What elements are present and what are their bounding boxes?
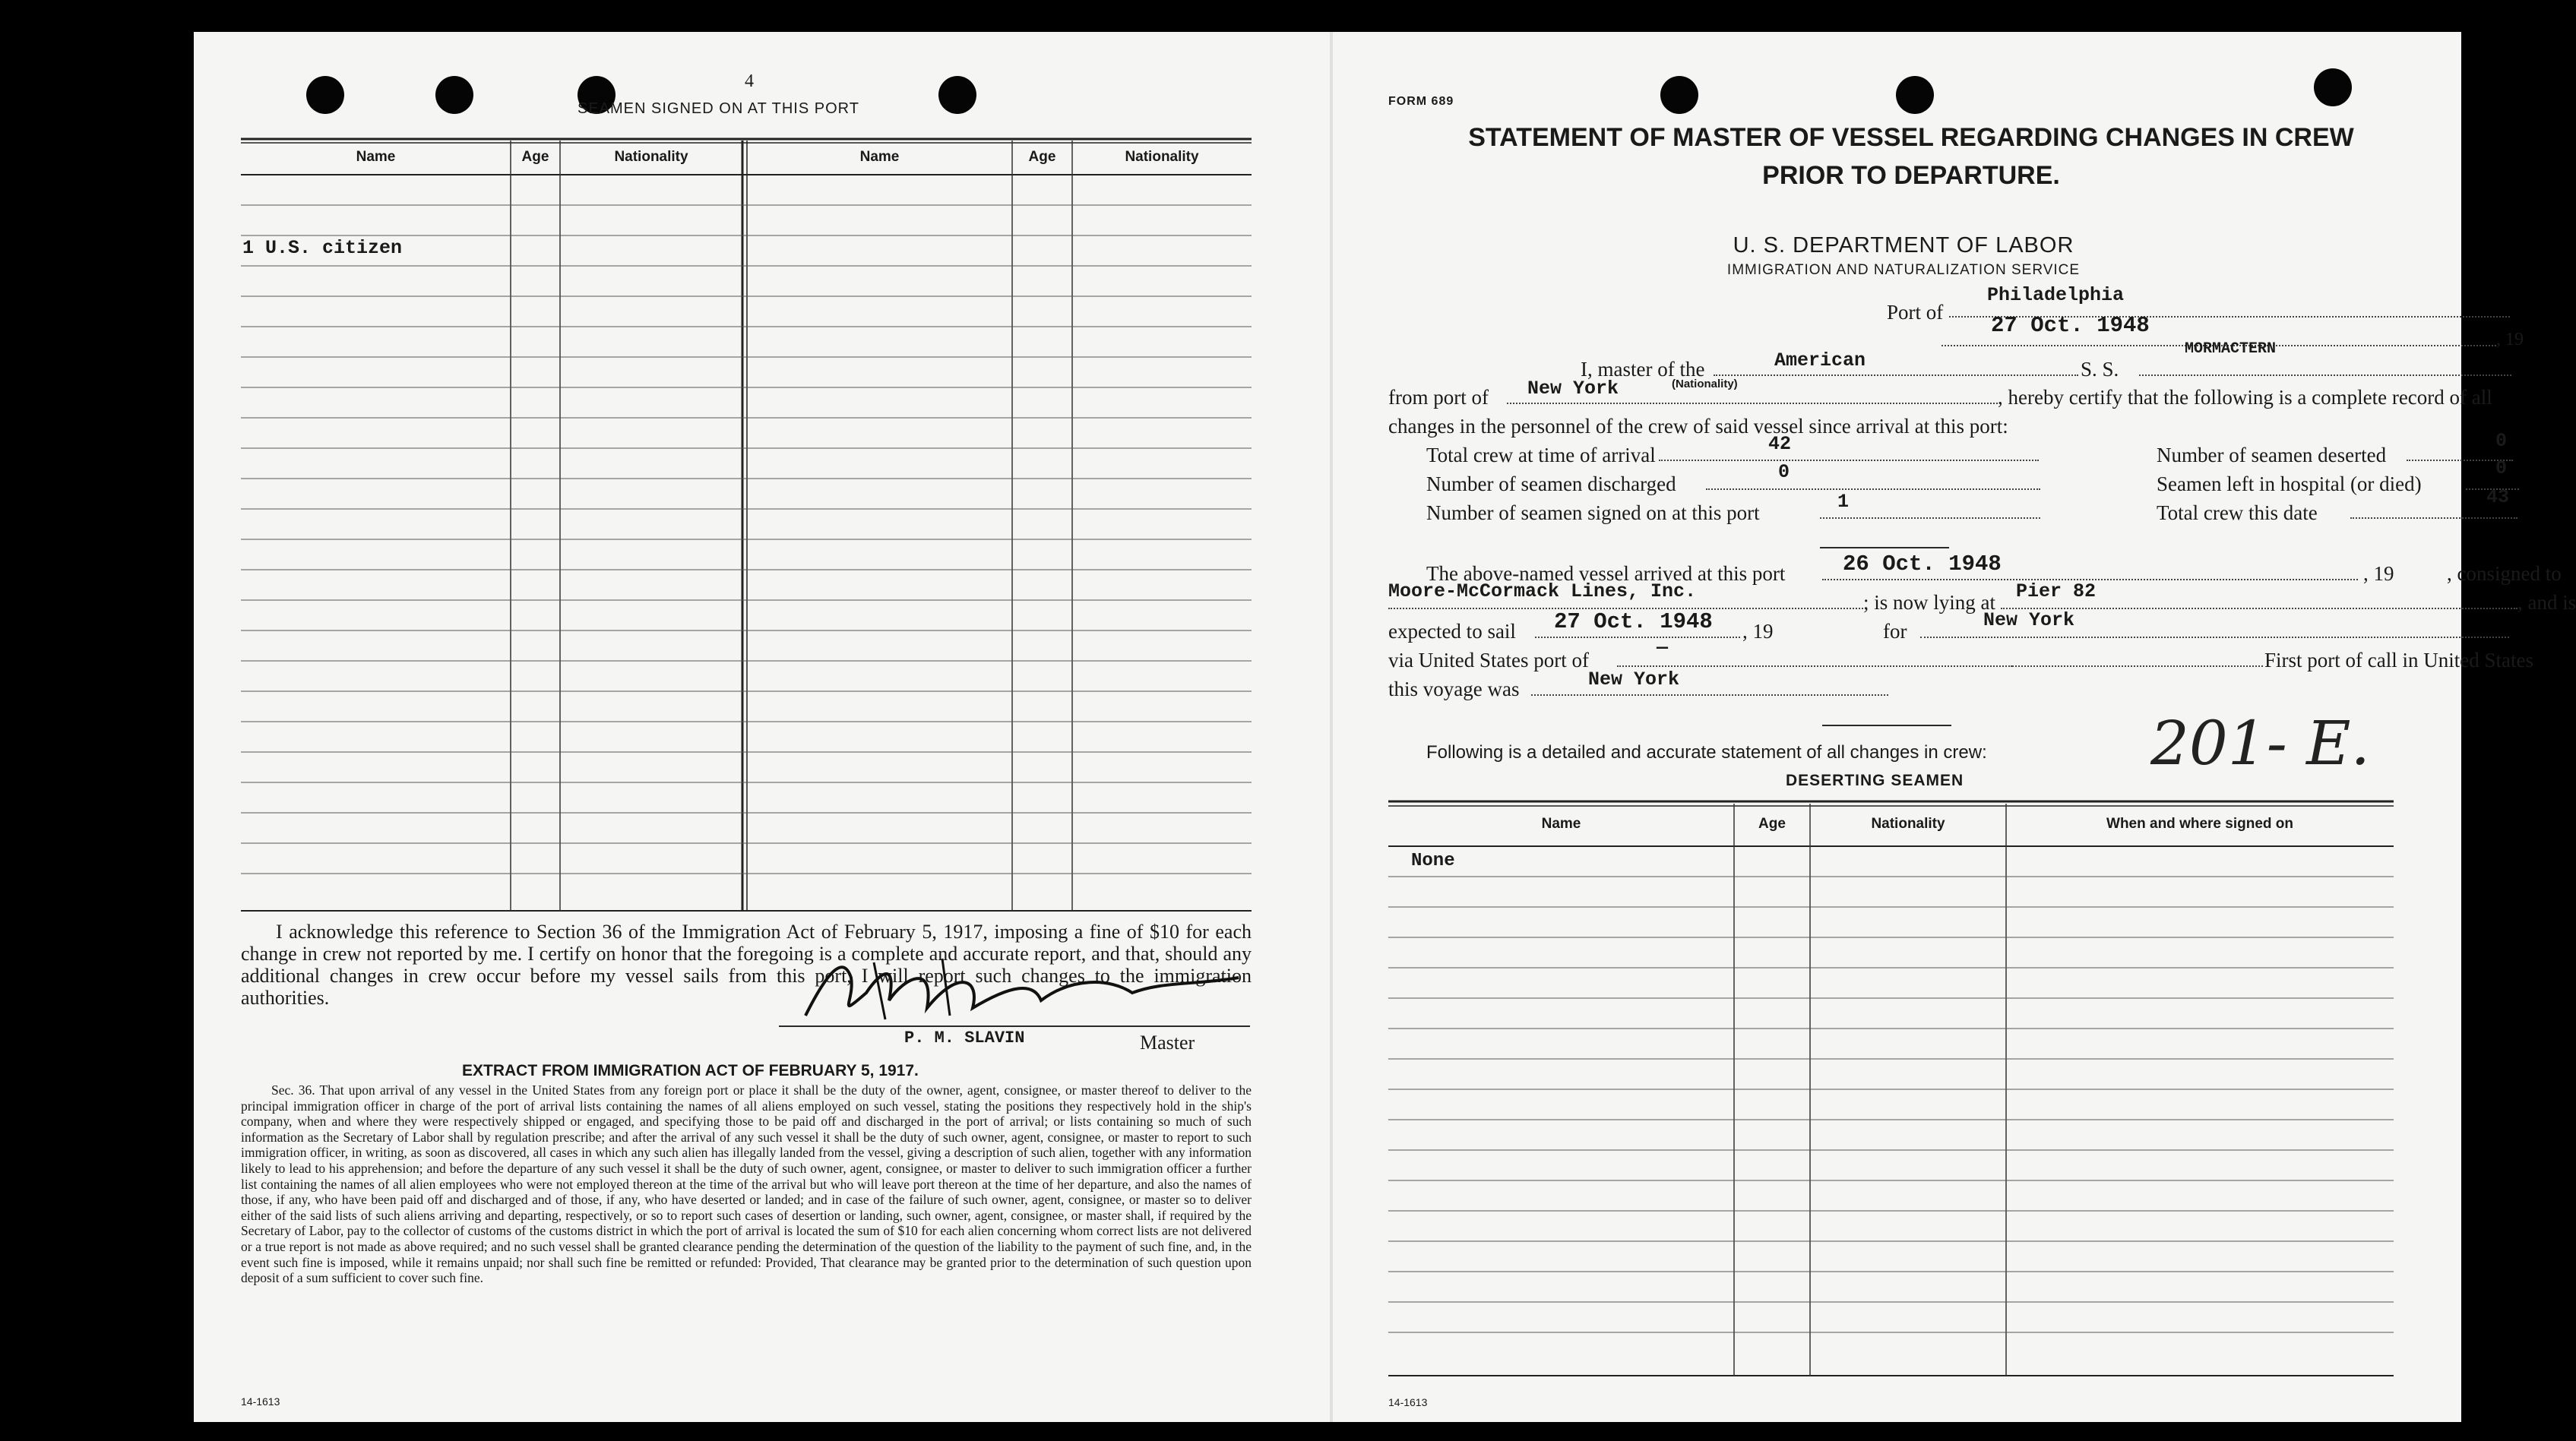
punch-hole — [2314, 68, 2352, 106]
page-fold — [1330, 32, 1333, 1422]
master-label: I, master of the — [1581, 358, 1705, 381]
voyage-label: this voyage was — [1388, 678, 1520, 700]
punch-hole — [435, 76, 473, 114]
certify-text: , hereby certify that the following is a complete record of all — [1998, 386, 2492, 409]
desert-header-age: Age — [1758, 816, 1786, 832]
vessel-name: MORMACTERN — [2185, 340, 2277, 358]
lying-at-value: Pier 82 — [2016, 580, 2097, 602]
form-title-line1: STATEMENT OF MASTER OF VESSEL REGARDING CHANGES IN CREW — [1468, 123, 2354, 152]
consignee-value: Moore-McCormack Lines, Inc. — [1388, 580, 1697, 602]
sail-date-line — [1535, 637, 1740, 638]
signed-on-table — [241, 138, 1252, 913]
column-header-nationality: Nationality — [1125, 149, 1199, 165]
changes-text: changes in the personnel of the crew of said vessel since arrival at this port: — [1388, 415, 2008, 438]
discharged-label: Number of seamen discharged — [1426, 472, 1676, 495]
nationality-value: American — [1774, 349, 1866, 371]
port-value: Philadelphia — [1987, 284, 2125, 306]
sail-year: , 19 — [1742, 620, 1774, 643]
page-number: 4 — [745, 71, 754, 91]
left-page-title: SEAMEN SIGNED ON AT THIS PORT — [578, 100, 859, 117]
signed-on-label: Number of seamen signed on at this port — [1426, 501, 1760, 524]
arrived-date: 26 Oct. 1948 — [1843, 551, 2002, 577]
port-label: Port of — [1887, 301, 1944, 324]
via-line — [1617, 665, 2012, 667]
for-line — [1920, 637, 2509, 638]
voyage-line — [1531, 694, 1888, 696]
column-header-age: Age — [1028, 149, 1056, 165]
section-divider — [1820, 547, 1949, 548]
desert-header-name: Name — [1541, 816, 1581, 832]
master-signature — [783, 947, 1254, 1031]
footer-code: 14-1613 — [241, 1395, 280, 1408]
total-today-value: 43 — [2486, 486, 2510, 508]
column-header-name: Name — [356, 149, 396, 165]
total-today-label: Total crew this date — [2157, 501, 2318, 524]
from-port-value: New York — [1527, 378, 1619, 400]
from-port-line — [1507, 403, 1998, 404]
ss-label: S. S. — [2081, 358, 2119, 381]
lying-line — [2001, 608, 2517, 609]
section-divider — [1822, 725, 1951, 726]
discharged-line — [1706, 488, 2040, 490]
arrived-year: , 19 — [2363, 562, 2394, 585]
extract-title: EXTRACT FROM IMMIGRATION ACT OF FEBRUARY 5, 1917. — [462, 1062, 919, 1079]
signer-title: Master — [1140, 1032, 1195, 1054]
table-row-name-cell: 1 U.S. citizen — [242, 237, 403, 259]
signed-on-line — [1820, 517, 2040, 519]
deserting-table — [1388, 801, 2394, 1378]
hospital-label: Seamen left in hospital (or died) — [2157, 472, 2422, 495]
arrived-label: The above-named vessel arrived at this port — [1426, 562, 1786, 585]
signature-line — [779, 1025, 1250, 1027]
column-header-name: Name — [859, 149, 900, 165]
acknowledgement-text: I acknowledge this reference to Section 36 of the Immigration Act of February 5, 1917, imposing a fine of $10 for each change in crew not reported by me. I certify on honor that the foregoing is a complete and accurate report, and that, should any additional changes in crew occur before my vessel sails from this port, I will report such changes to the immigration authorities. — [241, 921, 1252, 1009]
for-value: New York — [1983, 609, 2075, 631]
consigned-label: , consigned to — [2447, 562, 2562, 585]
deserting-title: DESERTING SEAMEN — [1786, 772, 1964, 789]
deserting-table-grid — [1388, 801, 2394, 1378]
punch-hole — [1660, 76, 1698, 114]
nationality-caption: (Nationality) — [1672, 378, 1738, 390]
service-name: IMMIGRATION AND NATURALIZATION SERVICE — [1726, 262, 2081, 278]
deserted-value: 0 — [2495, 430, 2508, 452]
form-number: FORM 689 — [1388, 95, 1454, 108]
desert-row-name-cell: None — [1411, 851, 1455, 871]
form-title-line2: PRIOR TO DEPARTURE. — [1762, 161, 2060, 190]
desert-header-when-where: When and where signed on — [2106, 816, 2293, 832]
handwritten-note: 201- E. — [2150, 708, 2370, 779]
via-label: via United States port of — [1388, 649, 1589, 672]
footer-code: 14-1613 — [1388, 1396, 1428, 1408]
first-port-value: New York — [1588, 668, 1680, 690]
signed-on-value: 1 — [1837, 491, 1850, 513]
signer-name: P. M. SLAVIN — [904, 1029, 1025, 1048]
desert-header-nationality: Nationality — [1871, 816, 1945, 832]
document-sheet — [194, 32, 2576, 1422]
deserted-label: Number of seamen deserted — [2157, 444, 2387, 466]
total-crew-arrival-value: 42 — [1768, 433, 1792, 455]
total-crew-arrival-label: Total crew at time of arrival — [1426, 444, 1656, 466]
column-header-nationality: Nationality — [614, 149, 688, 165]
via-line-2 — [2012, 665, 2263, 667]
nationality-line — [1714, 374, 2078, 376]
first-port-label: First port of call in United States — [2264, 649, 2533, 672]
department-name: U. S. DEPARTMENT OF LABOR — [1733, 233, 2074, 258]
from-port-label: from port of — [1388, 386, 1489, 409]
punch-hole — [1896, 76, 1934, 114]
total-today-line — [2350, 517, 2517, 519]
column-header-age: Age — [521, 149, 549, 165]
for-label: for — [1883, 620, 1907, 643]
punch-hole — [306, 76, 344, 114]
extract-text: Sec. 36. That upon arrival of any vessel in the United States from any foreign port or place it shall be the duty of the owner, agent, consignee, or master thereof to deliver to the principal immigration officer in charge of the port of arrival lists containing the names of all aliens employed on such vessel, stating the positions they respectively hold in the ship's company, when and where they were respectively shipped or engaged, and specifying those to be paid off and discharged in the port of arrival; or lists containing so much of such information as the Secretary of Labor shall by regulation prescribe; and after the arrival of any such vessel it shall be the duty of such owner, agent, consignee, or master to report to such immigration officer, in writing, as soon as discovered, all cases in which any such alien has illegally landed from the vessel, giving a description of such alien, together with any information likely to lead to his apprehension; and before the departure of any such vessel it shall be the duty of such owner, agent, consignee, or master to deliver to such immigration officer a further list containing the names of all alien employees who were not employed thereon at the time of the arrival but who will leave port thereon at the time of her departure, and also the names of those, if any, who have been paid off and discharged and of those, if any, who have deserted or landed; and in case of the failure of such owner, agent, consignee, or master so to deliver either of the said lists of such aliens arriving and departing, respectively, or so to report such cases of desertion or landing, such owner, agent, consignee, or master shall, if required by the Secretary of Labor, pay to the collector of customs of the customs district in which the port of arrival is located the sum of $10 for each alien concerning whom correct lists are not delivered or a true report is not made as above required; and no such vessel shall be granted clearance pending the determination of the question of the liability to the payment of such fine, and, in the event such fine is imposed, while it remains unpaid; nor shall such fine be remitted or refunded: Provided, That clearance may be granted prior to the determination of such question upon deposit of a sum sufficient to cover such fine. — [241, 1082, 1252, 1286]
date-value: 27 Oct. 1948 — [1991, 313, 2150, 338]
lying-label: ; is now lying at — [1863, 591, 1995, 614]
via-value: — — [1657, 637, 1669, 659]
and-is-label: , and is — [2517, 591, 2576, 614]
expected-label: expected to sail — [1388, 620, 1516, 643]
discharged-value: 0 — [1778, 461, 1790, 483]
year-suffix: , 19 — [2496, 330, 2524, 349]
sail-date-value: 27 Oct. 1948 — [1554, 609, 1713, 634]
total-crew-arrival-line — [1659, 460, 2039, 461]
vessel-line — [2139, 374, 2511, 376]
following-text: Following is a detailed and accurate statement of all changes in crew: — [1426, 742, 1987, 763]
hospital-value: 0 — [2495, 457, 2508, 479]
punch-hole — [938, 76, 976, 114]
